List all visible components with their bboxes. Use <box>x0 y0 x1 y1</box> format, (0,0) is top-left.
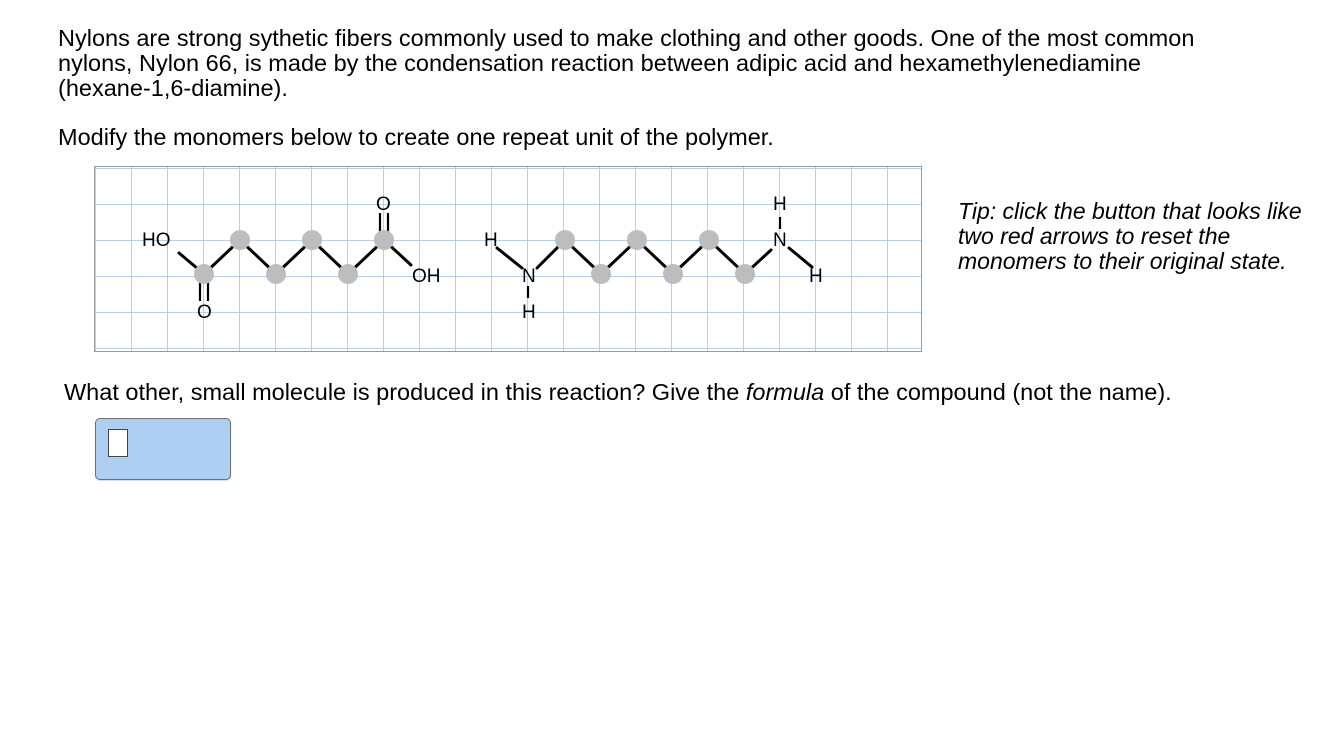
atom-label-ho: HO <box>142 230 171 251</box>
followup-emphasis: formula <box>745 379 825 405</box>
atom-label-hydrogen: H <box>809 266 823 287</box>
carbon-node <box>230 230 250 250</box>
carbon-node <box>374 230 394 250</box>
atom-label-nitrogen: N <box>522 266 536 287</box>
followup-question <box>64 378 1172 406</box>
answer-box[interactable] <box>95 418 231 480</box>
atom-label-oxygen-bottom: O <box>197 302 212 323</box>
carbon-node <box>663 264 683 284</box>
molecule-drawing-canvas[interactable] <box>94 166 922 352</box>
carbon-node <box>555 230 575 250</box>
atom-label-oh: OH <box>412 266 441 287</box>
adipic-acid-structure[interactable] <box>142 194 441 323</box>
atom-label-nitrogen: N <box>773 230 787 251</box>
carbon-node <box>591 264 611 284</box>
carbon-node <box>338 264 358 284</box>
atom-label-oxygen-top: O <box>376 194 391 215</box>
monomer-structures <box>95 167 923 353</box>
formula-answer-input[interactable] <box>96 419 230 479</box>
carbon-node <box>194 264 214 284</box>
atom-label-hydrogen: H <box>773 194 787 215</box>
carbon-node <box>735 264 755 284</box>
carbon-node <box>627 230 647 250</box>
diamine-bonds <box>497 217 812 298</box>
carbon-node <box>302 230 322 250</box>
followup-text-start: What other, small molecule is produced in this reaction? Give the <box>64 379 746 405</box>
question-intro: Nylons are strong sythetic fibers commonly used to make clothing and other goods. One of the most common nylons, Nylon 66, is made by the condensation reaction between adipic acid and hexamethylenediamine (hexane-1,6-diamine). <box>58 25 1195 101</box>
followup-text-end: of the compound (not the name). <box>824 379 1172 405</box>
hexamethylenediamine-structure[interactable] <box>484 194 823 323</box>
carbon-node <box>699 230 719 250</box>
atom-label-hydrogen: H <box>484 230 498 251</box>
question-instruction: Modify the monomers below to create one repeat unit of the polymer. <box>58 124 774 150</box>
atom-label-hydrogen: H <box>522 302 536 323</box>
carbon-node <box>266 264 286 284</box>
reset-tip: Tip: click the button that looks like two red arrows to reset the monomers to their original state. <box>958 198 1302 274</box>
